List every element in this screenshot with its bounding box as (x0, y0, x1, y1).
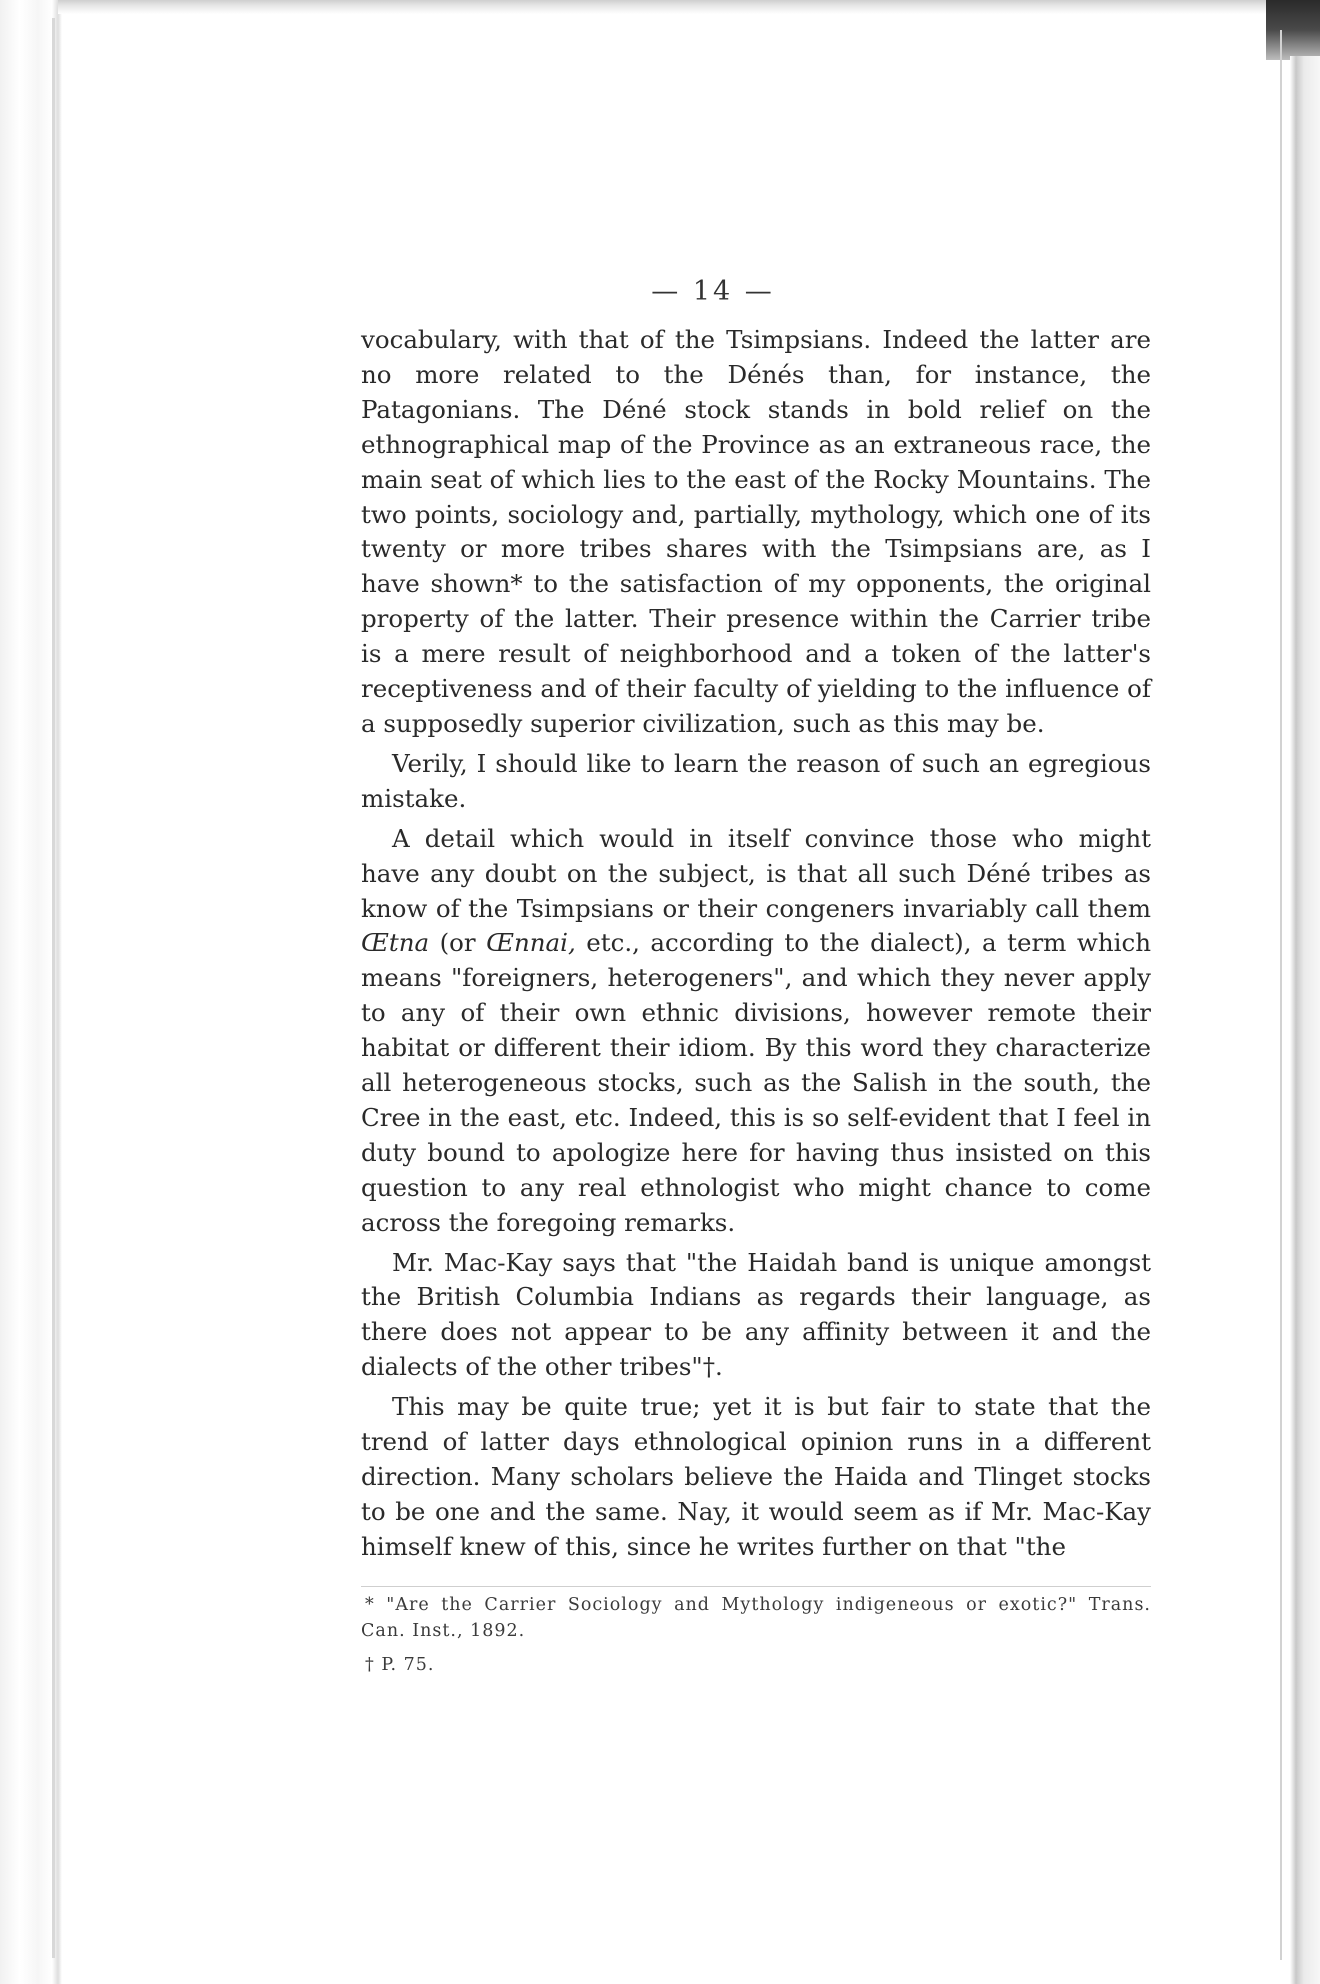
body-text (361, 323, 1151, 1570)
paragraph: This may be quite true; yet it is but fair to state that the trend of latter days ethnological opinion runs in a different direction. Many scholars believe the Haida and Tlinget stocks to be one and the same. Nay, it would seem as if Mr. Mac-Kay himself knew of this, since he writes further on that "the (361, 1392, 1151, 1561)
page-number: — 14 — (651, 276, 775, 307)
binding-line (52, 18, 55, 1958)
paragraph (361, 822, 1151, 1241)
page-top-edge (58, 0, 1268, 14)
italic-term: Œtna (361, 928, 430, 958)
paragraph-text: A detail which would in itself convince those who might have any doubt on the subject, is that all such Déné tribes as know of the Tsimpsians or their congeners invariably call them (361, 823, 1151, 923)
paragraph: vocabulary, with that of the Tsimpsians. Indeed the latter are no more related to the Dénés than, for instance, the Patagonians. The Déné stock stands in bold relief on the ethnographical map of the Province as an extraneous race, the main seat of which lies to the east of the Rocky Mountains. The two points, sociology and, partially, mythology, which one of its twenty or more tribes shares with the Tsimpsians are, as I have shown* to the satisfaction of my opponents, the original property of the latter. Their presence within the Carrier tribe is a mere result of neighborhood and a token of the latter's receptiveness and of their faculty of yielding to the influence of a supposedly superior civilization, such as this may be. (361, 325, 1151, 738)
page-right-fold (1280, 30, 1282, 1960)
italic-term: Œnnai, (486, 928, 576, 958)
page-right-edge (1290, 56, 1320, 1984)
paragraph-text: (or (429, 928, 487, 958)
footnote: * "Are the Carrier Sociology and Mythology indigeneous or exotic?" Trans. Can. Inst., 1892. (361, 1595, 1151, 1641)
footnote-rule (361, 1586, 1151, 1587)
footnote: † P. 75. (365, 1655, 435, 1675)
paragraph: Mr. Mac-Kay says that "the Haidah band is unique amongst the British Columbia Indians as regards their language, as there does not appear to be any affinity between it and the dialects of the other tribes"†. (361, 1247, 1151, 1382)
paragraph-text: etc., according to the dialect), a term which means "foreigners, heterogeners", and which they never apply to any of their own ethnic divisions, however remote their habitat or different their idiom. By this word they characterize all heterogeneous stocks, such as the Salish in the south, the Cree in the east, etc. Indeed, this is so self-evident that I feel in duty bound to apologize here for having thus insisted on this question to any real ethnologist who might chance to come across the foregoing remarks. (361, 928, 1151, 1237)
footnotes (361, 1592, 1151, 1678)
scan-corner-shadow (1266, 0, 1320, 60)
paragraph: Verily, I should like to learn the reason of such an egregious mistake. (361, 748, 1151, 813)
